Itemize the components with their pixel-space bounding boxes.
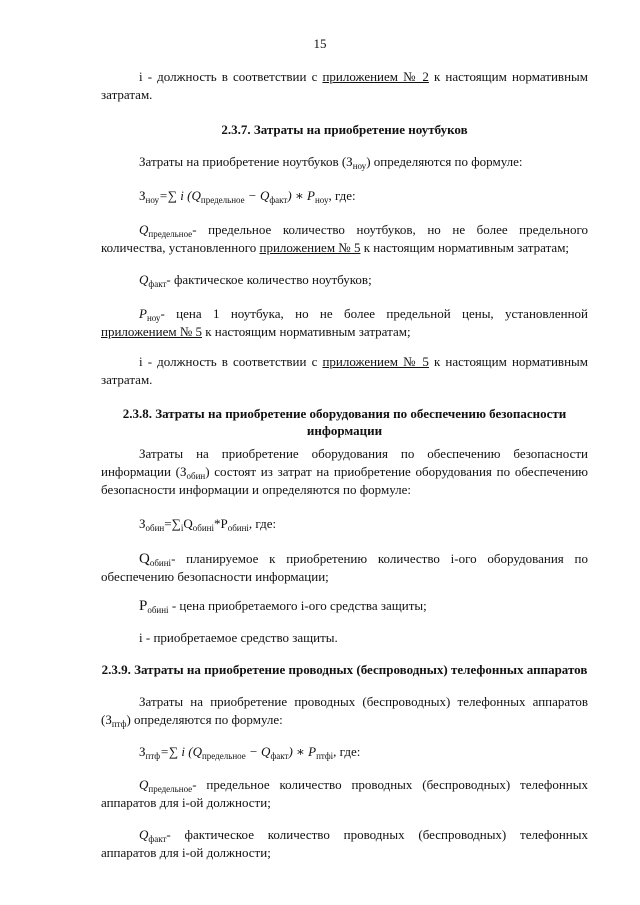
page-number: 15 [313,36,327,51]
paragraph-laptops-qmax: $Q_{предельное}-$ предельное количество ноутбуков, но не более предельного количества, установленного приложением № 5 к настоящим нормативным затратам; [101,222,588,255]
heading-2-3-9: 2.3.9. Затраты на приобретение проводных (беспроводных) телефонных аппаратов [101,662,588,677]
paragraph-laptops-price: $P_{ноу}-$ цена 1 ноутбука, но не более предельной цены, установленной приложением № 5 к настоящим нормативным затратам; [101,306,588,339]
paragraph-security-price: $P_{обинi}$ - цена приобретаемого i-ого средства защиты; [139,598,427,615]
heading-2-3-8: 2.3.8. Затраты на приобретение оборудования по обеспечению безопасности информации [122,406,567,438]
link-appendix-5[interactable]: приложением № 5 [322,354,429,369]
paragraph-laptops-position: i - должность в соответствии с приложением № 5 к настоящим нормативным затратам. [101,354,588,387]
link-appendix-5[interactable]: приложением № 5 [101,324,202,339]
link-appendix-5[interactable]: приложением № 5 [259,240,361,255]
paragraph-security-intro: Затраты на приобретение оборудования по обеспечению безопасности информации $(З_{обин})$ состоят из затрат на приобретение оборудования по обеспечению безопасности информации и определяются по формуле: [101,446,588,497]
paragraph-laptops-intro: Затраты на приобретение ноутбуков $(З_{ноу})$ определяются по формуле: [139,154,523,171]
link-appendix-2[interactable]: приложением № 2 [322,69,429,84]
paragraph-laptops-qfact: $Q_{факт}-$ фактическое количество ноутбуков; [139,272,372,289]
paragraph-security-q: $Q_{обинi}-$ планируемое к приобретению количество i-ого оборудования по обеспечению безопасности информации; [101,551,588,584]
formula-security: $З_{обин}=\sum_iQ_{обинi}*P_{обинi}$, где: [139,516,277,533]
formula-phones: $З_{птф}=\sum$ i $(Q_{предельное} - Q_{факт})$ ∗ $P_{птфi}$, где: [139,744,361,761]
heading-2-3-7: 2.3.7. Затраты на приобретение ноутбуков [221,122,468,137]
paragraph-phones-intro: Затраты на приобретение проводных (беспроводных) телефонных аппаратов $(З_{птф})$ определяются по формуле: [101,694,588,729]
paragraph-position-note: i - должность в соответствии с приложением № 2 к настоящим нормативным затратам. [101,69,588,102]
paragraph-security-item: i - приобретаемое средство защиты. [139,630,338,645]
paragraph-phones-qfact: $Q_{факт}-$ фактическое количество проводных (беспроводных) телефонных аппаратов для i-ой должности; [101,827,588,860]
formula-laptops: $З_{ноу}=\sum$ i $(Q_{предельное} - Q_{факт})$ ∗ $P_{ноу}$, где: [139,188,356,205]
paragraph-phones-qmax: $Q_{предельное}-$ предельное количество проводных (беспроводных) телефонных аппаратов для i-ой должности; [101,777,588,810]
